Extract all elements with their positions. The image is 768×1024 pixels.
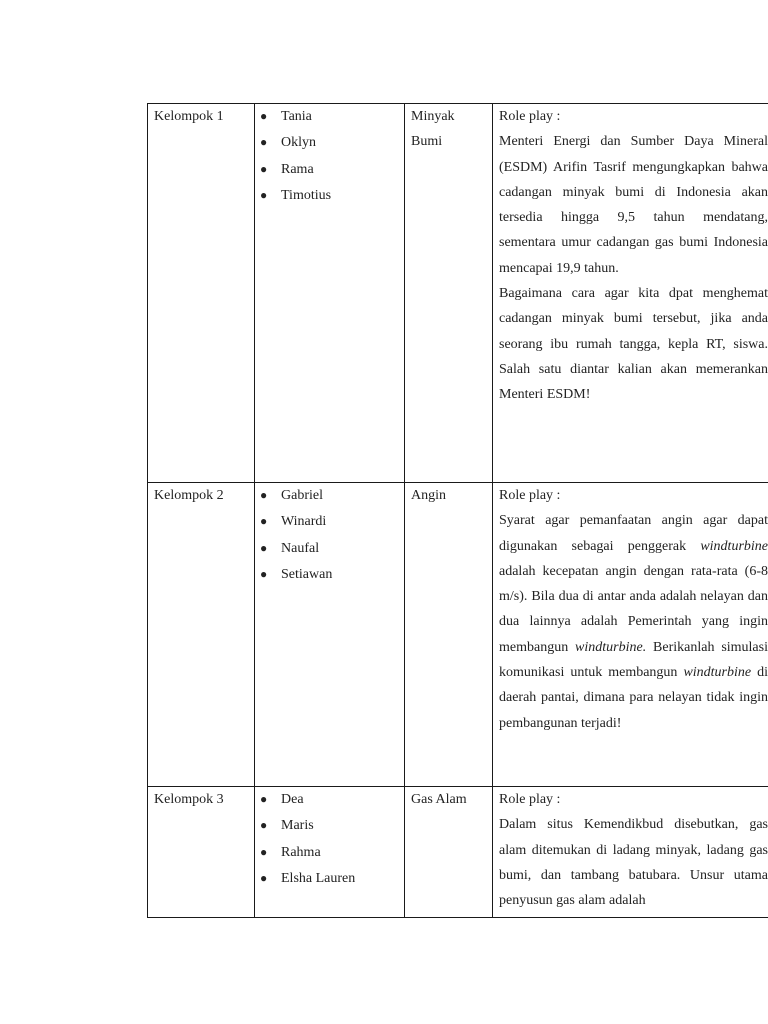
role-play-label: Role play :: [499, 109, 561, 124]
group-name: Kelompok 3: [154, 792, 224, 807]
group-name: Kelompok 1: [154, 109, 224, 124]
list-item: ● Naufal: [281, 536, 400, 561]
bullet-icon: ●: [260, 514, 268, 529]
list-item: ● Tania: [281, 104, 400, 129]
topic: Gas Alam: [411, 792, 467, 807]
list-item: ● Rama: [281, 157, 400, 182]
topic-cell: [405, 104, 493, 483]
list-item: ● Elsha Lauren: [281, 866, 400, 891]
members-cell: [255, 483, 405, 787]
task-cell: [493, 104, 768, 483]
bullet-icon: ●: [260, 844, 268, 859]
list-item: ● Winardi: [281, 509, 400, 534]
task-paragraph: Bagaimana cara agar kita dpat menghemat cadangan minyak bumi tersebut, jika anda seorang ibu rumah tangga, kepla RT, siswa. Salah satu diantar kalian akan memerankan Menteri ESDM!: [499, 286, 768, 403]
list-item: ● Rahma: [281, 840, 400, 865]
task-paragraph: Dalam situs Kemendikbud disebutkan, gas alam ditemukan di ladang minyak, ladang gas bumi, dan tambang batubara. Unsur utama penyusun gas alam adalah: [499, 817, 768, 909]
bullet-icon: ●: [260, 135, 268, 150]
list-item: ● Maris: [281, 813, 400, 838]
role-play-label: Role play :: [499, 488, 561, 503]
role-play-label: Role play :: [499, 792, 561, 807]
topic: Angin: [411, 488, 446, 503]
task-cell: [493, 787, 768, 918]
group-name-cell: [148, 787, 255, 918]
list-item: ● Timotius: [281, 183, 400, 208]
members-cell: [255, 104, 405, 483]
task-paragraph: Syarat agar pemanfaatan angin agar dapat digunakan sebagai penggerak windturbine adalah kecepatan angin dengan rata-rata (6-8 m/s). Bila dua di antar anda adalah nelayan dan dua lainnya adalah Pemerintah yang ingin membangun windturbine. Berikanlah simulasi komunikasi untuk membangun windturbine di daerah pantai, dimana para nelayan tidak ingin pembangunan terjadi!: [499, 513, 768, 731]
member-list: [260, 104, 400, 208]
topic: Minyak Bumi: [411, 109, 455, 150]
italic-term: windturbine: [700, 538, 768, 554]
group-name-cell: [148, 483, 255, 787]
bullet-icon: ●: [260, 187, 268, 202]
italic-term: windturbine.: [575, 639, 647, 655]
list-item: ● Dea: [281, 787, 400, 812]
table-row: [148, 104, 768, 483]
bullet-icon: ●: [260, 870, 268, 885]
italic-term: windturbine: [683, 665, 752, 681]
members-cell: [255, 787, 405, 918]
list-item: ● Oklyn: [281, 130, 400, 155]
list-item: ● Setiawan: [281, 562, 400, 587]
bullet-icon: ●: [260, 109, 268, 123]
group-name-cell: [148, 104, 255, 483]
member-list: [260, 787, 400, 891]
bullet-icon: ●: [260, 488, 268, 502]
topic-cell: [405, 787, 493, 918]
task-cell: [493, 483, 768, 787]
group-assignment-table: [147, 103, 768, 918]
member-list: [260, 483, 400, 587]
bullet-icon: ●: [260, 792, 268, 806]
bullet-icon: ●: [260, 161, 268, 176]
task-paragraph: Menteri Energi dan Sumber Daya Mineral (ESDM) Arifin Tasrif mengungkapkan bahwa cadangan minyak bumi di Indonesia akan tersedia hingga 9,5 tahun mendatang, sementara umur cadangan gas bumi Indonesia mencapai 19,9 tahun.: [499, 134, 768, 276]
bullet-icon: ●: [260, 566, 268, 581]
table-row: [148, 787, 768, 918]
list-item: ● Gabriel: [281, 483, 400, 508]
bullet-icon: ●: [260, 540, 268, 555]
table-row: [148, 483, 768, 787]
bullet-icon: ●: [260, 818, 268, 833]
topic-cell: [405, 483, 493, 787]
group-name: Kelompok 2: [154, 488, 224, 503]
